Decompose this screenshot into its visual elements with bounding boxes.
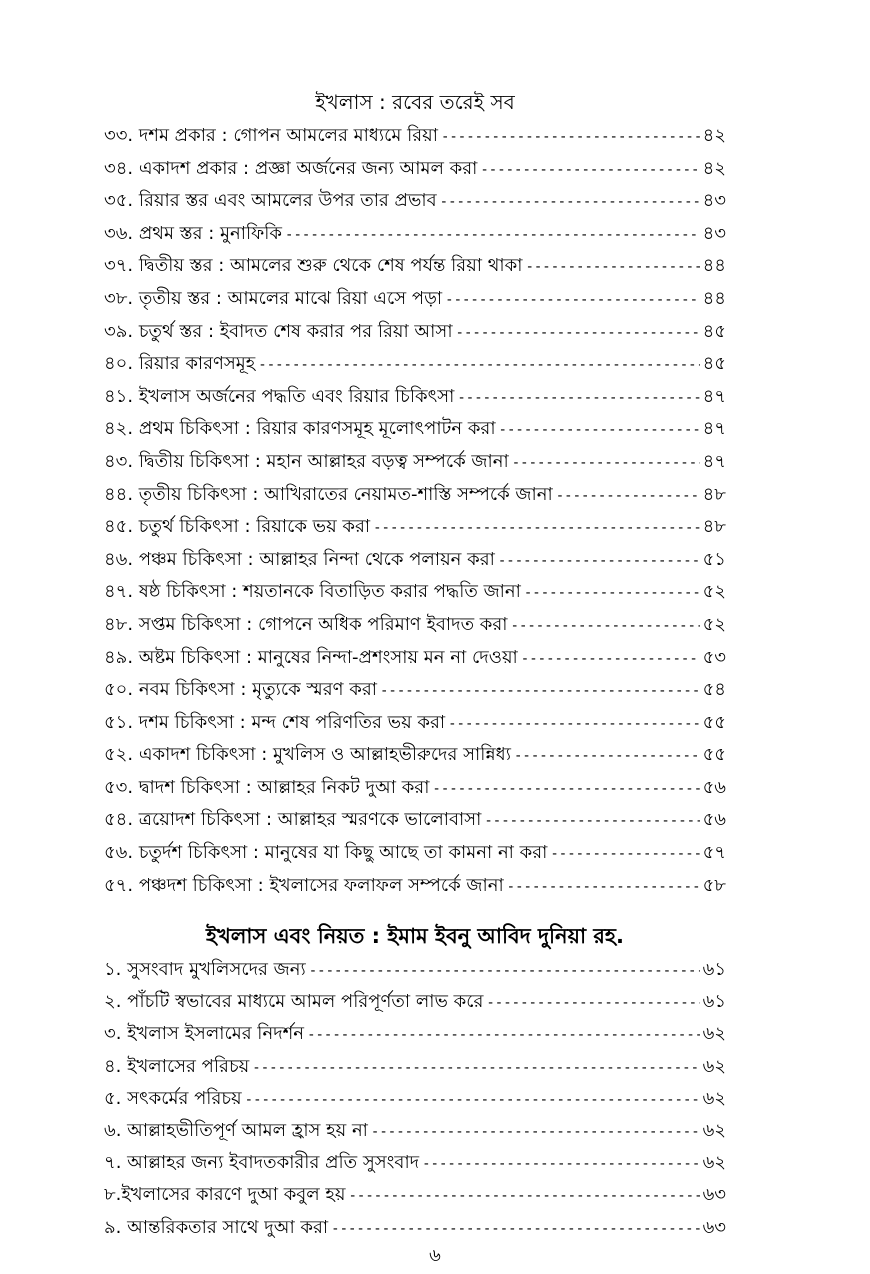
- toc-entry: [104, 837, 726, 870]
- toc-entry: [104, 1147, 726, 1179]
- toc-page-number: ৬২: [702, 1119, 726, 1141]
- toc-entry-title: ৩৩. দশম প্রকার : গোপন আমলের মাধ্যমে রিয়া: [104, 125, 438, 146]
- toc-entry-title: ৭. আল্লাহর জন্য ইবাদতকারীর প্রতি সুসংবাদ: [104, 1152, 420, 1174]
- toc-page-number: ৬২: [702, 1055, 726, 1077]
- toc-entry-title: ৪৬. পঞ্চম চিকিৎসা : আল্লাহর নিন্দা থেকে পলায়ন করা: [104, 548, 495, 570]
- toc-page-number: ৫৬: [702, 809, 726, 831]
- toc-entry-title: ৫৪. ত্রয়োদশ চিকিৎসা : আল্লাহর স্মরণকে ভালোবাসা: [104, 809, 482, 831]
- toc-entry: [104, 954, 726, 986]
- page-number: ৬: [429, 1245, 441, 1266]
- toc-entry: [104, 1018, 726, 1050]
- dot-leader: [373, 512, 700, 545]
- toc-page-number: ৫৫: [702, 711, 726, 733]
- toc-page-number: ৬২: [702, 1023, 726, 1045]
- toc-entry: [104, 986, 726, 1018]
- toc-entry: [104, 120, 726, 153]
- toc-page-number: ৫২: [702, 581, 726, 603]
- toc-entry-title: ৪৩. দ্বিতীয় চিকিৎসা : মহান আল্লাহর বড়ত্ব সম্পর্কে জানা: [104, 450, 509, 472]
- dot-leader: [556, 480, 700, 513]
- dot-leader: [521, 643, 700, 676]
- dot-leader: [309, 955, 700, 987]
- dot-leader: [499, 414, 700, 447]
- toc-entry: [104, 1083, 726, 1115]
- dot-leader: [245, 1084, 700, 1116]
- toc-entry: [104, 1179, 726, 1211]
- toc-entry: [104, 381, 726, 414]
- toc-entry-title: ৩৬. প্রথম স্তর : মুনাফিকি: [104, 222, 283, 244]
- toc-entry: [104, 870, 726, 903]
- toc-entry: [104, 739, 726, 772]
- toc-entry: [104, 707, 726, 740]
- toc-entry-title: ২. পাঁচটি স্বভাবের মাধ্যমে আমল পরিপূর্ণতা লাভ করে: [104, 991, 484, 1013]
- toc-entry: [104, 544, 726, 577]
- toc-entry: [104, 153, 726, 186]
- toc-page-number: ৪৫: [702, 320, 726, 342]
- dot-leader: [422, 1148, 699, 1180]
- dot-leader: [525, 251, 699, 284]
- toc-entry-title: ৪৪. তৃতীয় চিকিৎসা : আখিরাতের নেয়ামত-শাস্তি সম্পর্কে জানা: [104, 483, 553, 505]
- toc-page-number: ৫৫: [702, 744, 726, 766]
- toc-entry-title: ৩. ইখলাস ইসলামের নিদর্শন: [104, 1023, 305, 1045]
- dot-leader: [448, 708, 700, 741]
- toc-entry-title: ৯. আন্তরিকতার সাথে দুআ করা: [104, 1216, 329, 1238]
- toc-entry: [104, 283, 726, 316]
- toc-entry: [104, 250, 726, 283]
- dot-leader: [512, 447, 700, 480]
- toc-entry-title: ৩৪. একাদশ প্রকার : প্রজ্ঞা অর্জনের জন্য আমল করা: [104, 157, 478, 179]
- dot-leader: [440, 186, 700, 219]
- toc-entry: [104, 511, 726, 544]
- dot-leader: [511, 610, 700, 643]
- toc-entry: [104, 479, 726, 512]
- toc-entry: [104, 446, 726, 479]
- toc-page-number: ৪৩: [702, 190, 726, 212]
- toc-entry-title: ৪৫. চতুর্থ চিকিৎসা : রিয়াকে ভয় করা: [104, 516, 371, 538]
- toc-page-number: ৪৪: [702, 255, 726, 277]
- toc-page-number: ৫৮: [702, 874, 726, 896]
- toc-entry-title: ৮.ইখলাসের কারণে দুআ কবুল হয়: [104, 1184, 346, 1206]
- toc-page-number: ৪২: [702, 157, 726, 179]
- toc-entry: [104, 218, 726, 251]
- dot-leader: [252, 1052, 699, 1084]
- dot-leader: [432, 773, 699, 806]
- toc-entry-title: ৩৭. দ্বিতীয় স্তর : আমলের শুরু থেকে শেষ পর্যন্ত রিয়া থাকা: [104, 255, 523, 277]
- toc-page-number: ৫৭: [702, 842, 726, 864]
- dot-leader: [445, 284, 699, 317]
- toc-entry: [104, 413, 726, 446]
- toc-entry-title: ৩৯. চতুর্থ স্তর : ইবাদত শেষ করার পর রিয়া আসা: [104, 320, 453, 342]
- dot-leader: [380, 675, 700, 708]
- dot-leader: [258, 349, 699, 382]
- toc-entry-title: ৪৮. সপ্তম চিকিৎসা : গোপনে অধিক পরিমাণ ইবাদত করা: [104, 613, 508, 635]
- dot-leader: [507, 871, 700, 904]
- dot-leader: [456, 317, 700, 350]
- toc-entry: [104, 609, 726, 642]
- toc-entry-title: ১. সুসংবাদ মুখলিসদের জন্য: [104, 959, 306, 980]
- dot-leader: [486, 987, 699, 1019]
- toc-page-number: ৪৪: [702, 287, 726, 309]
- toc-page-number: ৪৩: [702, 222, 726, 244]
- toc-entry: [104, 316, 726, 349]
- toc-entry-title: ৪১. ইখলাস অর্জনের পদ্ধতি এবং রিয়ার চিকিৎসা: [104, 385, 455, 407]
- toc-entry: [104, 576, 726, 609]
- toc-page-number: ৬৩: [702, 1216, 726, 1238]
- toc-page-number: ৪৮: [702, 516, 726, 538]
- dot-leader: [331, 1213, 699, 1245]
- toc-section: [104, 88, 726, 902]
- toc-entry-title: ৫১. দশম চিকিৎসা : মন্দ শেষ পরিণতির ভয় করা: [104, 711, 446, 733]
- toc-entry-title: ৪৯. অষ্টম চিকিৎসা : মানুষের নিন্দা-প্রশংসায় মন না দেওয়া: [104, 646, 518, 668]
- toc-page-number: ৬১: [702, 959, 726, 980]
- toc-entry-title: ৩৫. রিয়ার স্তর এবং আমলের উপর তার প্রভাব: [104, 190, 437, 212]
- toc-list: [104, 120, 726, 902]
- dot-leader: [550, 838, 699, 871]
- dot-leader: [371, 1116, 700, 1148]
- toc-page-number: ৪৭: [702, 385, 726, 407]
- toc-entry: [104, 1212, 726, 1244]
- dot-leader: [480, 154, 699, 187]
- toc-page-number: ৪৭: [702, 450, 726, 472]
- toc-page-number: ৫৩: [702, 646, 726, 668]
- toc-page-number: ৫১: [702, 548, 726, 570]
- dot-leader: [524, 577, 700, 610]
- toc-entry-title: ৬. আল্লাহভীতিপূর্ণ আমল হ্রাস হয় না: [104, 1119, 368, 1141]
- toc-page-number: ৪৭: [702, 418, 726, 440]
- toc-entry-title: ৪০. রিয়ার কারণসমূহ: [104, 353, 256, 375]
- toc-page-number: ৫৪: [702, 679, 726, 701]
- toc-entry: [104, 1051, 726, 1083]
- toc-entry-title: ৫০. নবম চিকিৎসা : মৃত্যুকে স্মরণ করা: [104, 679, 377, 701]
- toc-entry: [104, 1115, 726, 1147]
- toc-page-number: ৪৫: [702, 353, 726, 375]
- dot-leader: [498, 545, 700, 578]
- toc-entry: [104, 772, 726, 805]
- toc-entry-title: ৫২. একাদশ চিকিৎসা : মুখলিস ও আল্লাহভীরুদের সান্নিধ্য: [104, 744, 511, 766]
- section-title: ইখলাস এবং নিয়ত : ইমাম ইবনু আবিদ দুনিয়া রহ.: [206, 924, 624, 948]
- toc-entry-title: ৪. ইখলাসের পরিচয়: [104, 1055, 250, 1077]
- dot-leader: [349, 1180, 700, 1212]
- toc-entry: [104, 804, 726, 837]
- toc-page-number: ৫৬: [702, 776, 726, 798]
- toc-page-number: ৪২: [702, 125, 726, 146]
- toc-page-number: ৫২: [702, 613, 726, 635]
- section-title: ইখলাস : রবের তরেই সব: [315, 90, 515, 114]
- dot-leader: [457, 382, 699, 415]
- dot-leader: [307, 1019, 700, 1051]
- toc-page-number: ৬২: [702, 1152, 726, 1174]
- toc-page-number: ৪৮: [702, 483, 726, 505]
- toc-page-number: ৬২: [702, 1087, 726, 1109]
- toc-entry-title: ৩৮. তৃতীয় স্তর : আমলের মাঝে রিয়া এসে পড়া: [104, 287, 443, 309]
- toc-entry-title: ৫. সৎকর্মের পরিচয়: [104, 1087, 242, 1109]
- toc-entry: [104, 185, 726, 218]
- dot-leader: [285, 219, 700, 252]
- toc-entry-title: ৫৬. চতুর্দশ চিকিৎসা : মানুষের যা কিছু আছে তা কামনা না করা: [104, 842, 548, 864]
- toc-entry-title: ৪২. প্রথম চিকিৎসা : রিয়ার কারণসমূহ মূলোৎপাটন করা: [104, 418, 496, 440]
- toc-entry-title: ৫৩. দ্বাদশ চিকিৎসা : আল্লাহর নিকট দুআ করা: [104, 776, 430, 798]
- dot-leader: [514, 740, 700, 773]
- toc-page-number: ৬৩: [702, 1184, 726, 1206]
- toc-entry-title: ৫৭. পঞ্চদশ চিকিৎসা : ইখলাসের ফলাফল সম্পর্কে জানা: [104, 874, 504, 896]
- toc-entry: [104, 674, 726, 707]
- toc-entry-title: ৪৭. ষষ্ঠ চিকিৎসা : শয়তানকে বিতাড়িত করার পদ্ধতি জানা: [104, 581, 521, 603]
- toc-entry: [104, 348, 726, 381]
- toc-list: [104, 954, 726, 1244]
- dot-leader: [484, 805, 699, 838]
- toc-entry: [104, 642, 726, 675]
- toc-page-number: ৬১: [702, 991, 726, 1013]
- toc-section: [104, 922, 726, 1244]
- dot-leader: [441, 121, 700, 154]
